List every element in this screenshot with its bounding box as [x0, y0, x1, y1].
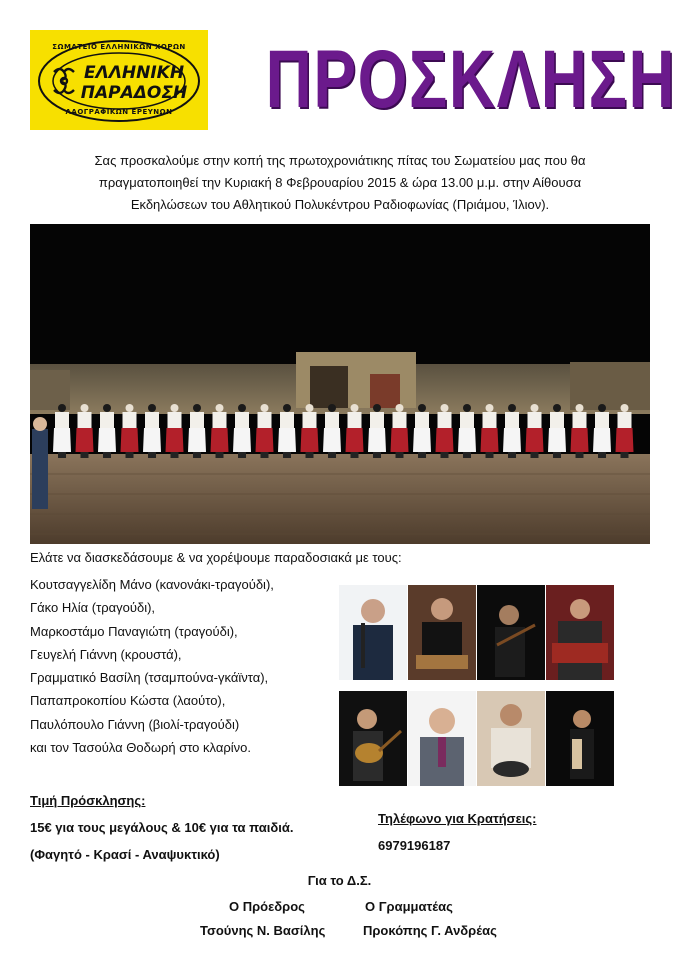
- list-item: Γευγελή Γιάννη (κρουστά),: [30, 646, 182, 662]
- dancer-figure: [593, 404, 611, 458]
- dancer-figure: [481, 404, 499, 458]
- musician-photo: [546, 585, 614, 680]
- list-item: και τον Τασούλα Θοδωρή στο κλαρίνο.: [30, 740, 251, 756]
- dancer-figure: [143, 404, 161, 458]
- dancer-figure: [256, 404, 274, 458]
- list-item: Παπαπροκοπίου Κώστα (λαούτο),: [30, 693, 226, 709]
- intro-line: πραγματοποιηθεί την Κυριακή 8 Φεβρουαρίου 2015 & ώρα 13.00 μ.μ. στην Αίθουσα: [98, 175, 582, 190]
- dancer-figure: [368, 404, 386, 458]
- list-item: Γραμματικό Βασίλη (τσαμπούνα-γκάϊντα),: [30, 670, 269, 686]
- dancer-figure: [526, 404, 544, 458]
- logo-bottom-text: ΛΑΟΓΡΑΦΙΚΩΝ ΕΡΕΥΝΩΝ: [65, 108, 173, 116]
- logo-top-text: ΣΩΜΑΤΕΙΟ ΕΛΛΗΝΙΚΩΝ ΧΟΡΩΝ: [52, 43, 186, 51]
- dancer-figure: [76, 404, 94, 458]
- logo-name-line1: ΕΛΛΗΝΙΚΗ: [83, 63, 185, 83]
- food-note: (Φαγητό - Κρασί - Αναψυκτικό): [30, 847, 220, 862]
- dancer-figure: [323, 404, 341, 458]
- musician-photo: [546, 691, 614, 786]
- musician-photo: [408, 585, 476, 680]
- dancer-figure: [548, 404, 566, 458]
- president-name: Τσούνης Ν. Βασίλης: [200, 923, 326, 938]
- dancer-figure: [458, 404, 476, 458]
- dancer-figure: [98, 404, 116, 458]
- dancer-figure: [166, 404, 184, 458]
- intro-line: Σας προσκαλούμε στην κοπή της πρωτοχρονιάτικης πίτας του Σωματείου μας που θα: [94, 153, 586, 168]
- dancer-figure: [278, 404, 296, 458]
- price-title: Τιμή Πρόσκλησης:: [30, 793, 146, 808]
- dancer-figure: [436, 404, 454, 458]
- intro-line: Εκδηλώσεων του Αθλητικού Πολυκέντρου Ραδιοφωνίας (Πριάμου, Ίλιον).: [130, 197, 550, 212]
- intro-paragraph: [40, 150, 640, 216]
- musician-photo: [477, 585, 545, 680]
- dancer-figure: [346, 404, 364, 458]
- secretary-name: Προκόπης Γ. Ανδρέας: [363, 923, 497, 938]
- reservation-phone: 6979196187: [378, 838, 451, 853]
- musician-photo: [408, 691, 476, 786]
- dancer-figure: [211, 404, 229, 458]
- dancer-figure: [503, 404, 521, 458]
- dancer-figure: [616, 404, 634, 458]
- musician-photo: [477, 691, 545, 786]
- reservation-title: Τηλέφωνο για Κρατήσεις:: [378, 811, 537, 826]
- price-text: 15€ για τους μεγάλους & 10€ για τα παιδιά.: [30, 820, 294, 835]
- dancer-figure: [391, 404, 409, 458]
- list-item: Κουτσαγγελίδη Μάνο (κανονάκι-τραγούδι),: [30, 577, 274, 592]
- list-item: Γάκο Ηλία (τραγούδι),: [30, 600, 156, 616]
- logo-name-line2: ΠΑΡΑΔΟΣΗ: [80, 83, 188, 103]
- musicians-list: [30, 573, 330, 759]
- musician-photo: [339, 691, 407, 786]
- list-item: Παυλόπουλο Γιάννη (βιολί-τραγούδι): [30, 716, 240, 732]
- president-role: Ο Πρόεδρος: [229, 899, 305, 914]
- list-item: Μαρκοστάμο Παναγιώτη (τραγούδι),: [30, 623, 238, 639]
- dancer-figure: [571, 404, 589, 458]
- page-title: ΠΡΟΣΚΛΗΣΗ: [265, 34, 677, 125]
- association-logo: [30, 30, 208, 130]
- dance-troupe-photo: [30, 224, 650, 544]
- signature-board: Για το Δ.Σ.: [307, 873, 372, 888]
- dancer-figure: [53, 404, 71, 458]
- spiral-motif-icon: [54, 69, 74, 93]
- dancer-figure: [233, 404, 251, 458]
- musician-photos: [339, 585, 615, 787]
- dancer-figure: [301, 404, 319, 458]
- invite-line: Ελάτε να διασκεδάσουμε & να χορέψουμε παραδοσιακά με τους:: [30, 550, 402, 565]
- secretary-role: Ο Γραμματέας: [365, 899, 453, 914]
- musician-photo: [339, 585, 407, 680]
- dancer-figure: [413, 404, 431, 458]
- dancer-figure: [188, 404, 206, 458]
- dancer-figure: [121, 404, 139, 458]
